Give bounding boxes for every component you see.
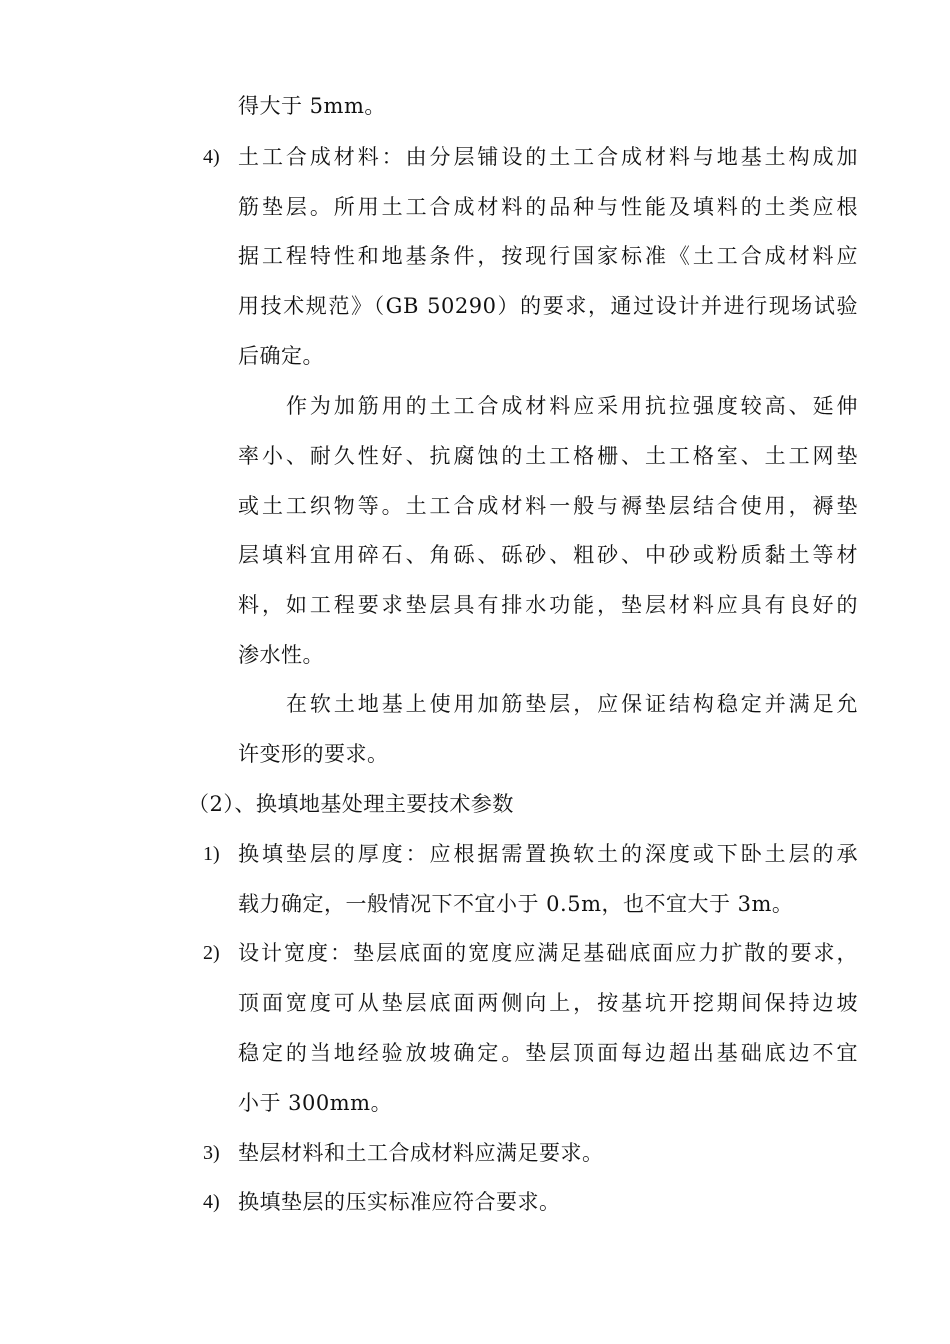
text-line: 土工合成材料：由分层铺设的土工合成材料与地基土构成加 xyxy=(238,145,858,169)
section-heading: （2）、换填地基处理主要技术参数 xyxy=(188,792,514,816)
text-line: 层填料宜用碎石、角砾、砾砂、粗砂、中砂或粉质黏土等材 xyxy=(238,543,858,567)
list-number: 4) xyxy=(203,146,220,168)
text-line: 设计宽度：垫层底面的宽度应满足基础底面应力扩散的要求， xyxy=(238,941,858,965)
text-line: 率小、耐久性好、抗腐蚀的土工格栅、土工格室、土工网垫 xyxy=(238,444,858,468)
text-line: 载力确定，一般情况下不宜小于 0.5m，也不宜大于 3m。 xyxy=(238,892,794,916)
list-number: 2) xyxy=(203,942,220,964)
text-line: 渗水性。 xyxy=(238,643,324,667)
list-number: 3) xyxy=(203,1142,220,1164)
text-line: 换填垫层的压实标准应符合要求。 xyxy=(238,1190,561,1214)
list-number: 1) xyxy=(203,843,220,865)
text-line: 垫层材料和土工合成材料应满足要求。 xyxy=(238,1141,604,1165)
text-line: 在软土地基上使用加筋垫层，应保证结构稳定并满足允 xyxy=(286,692,858,716)
text-line: 或土工织物等。土工合成材料一般与褥垫层结合使用，褥垫 xyxy=(238,494,858,518)
list-number: 4) xyxy=(203,1191,220,1213)
text-line: 筋垫层。所用土工合成材料的品种与性能及填料的土类应根 xyxy=(238,195,858,219)
text-line: 许变形的要求。 xyxy=(238,742,389,766)
text-line: 料，如工程要求垫层具有排水功能，垫层材料应具有良好的 xyxy=(238,593,858,617)
text-line: 换填垫层的厚度：应根据需置换软土的深度或下卧土层的承 xyxy=(238,842,858,866)
text-line: 顶面宽度可从垫层底面两侧向上，按基坑开挖期间保持边坡 xyxy=(238,991,858,1015)
text-line: 得大于 5mm。 xyxy=(238,94,386,118)
text-line: 用技术规范》（GB 50290）的要求，通过设计并进行现场试验 xyxy=(238,294,858,318)
text-line: 据工程特性和地基条件，按现行国家标准《土工合成材料应 xyxy=(238,244,858,268)
text-line: 后确定。 xyxy=(238,344,324,368)
text-line: 稳定的当地经验放坡确定。垫层顶面每边超出基础底边不宜 xyxy=(238,1041,858,1065)
text-line: 小于 300mm。 xyxy=(238,1091,393,1115)
text-line: 作为加筋用的土工合成材料应采用抗拉强度较高、延伸 xyxy=(286,394,858,418)
